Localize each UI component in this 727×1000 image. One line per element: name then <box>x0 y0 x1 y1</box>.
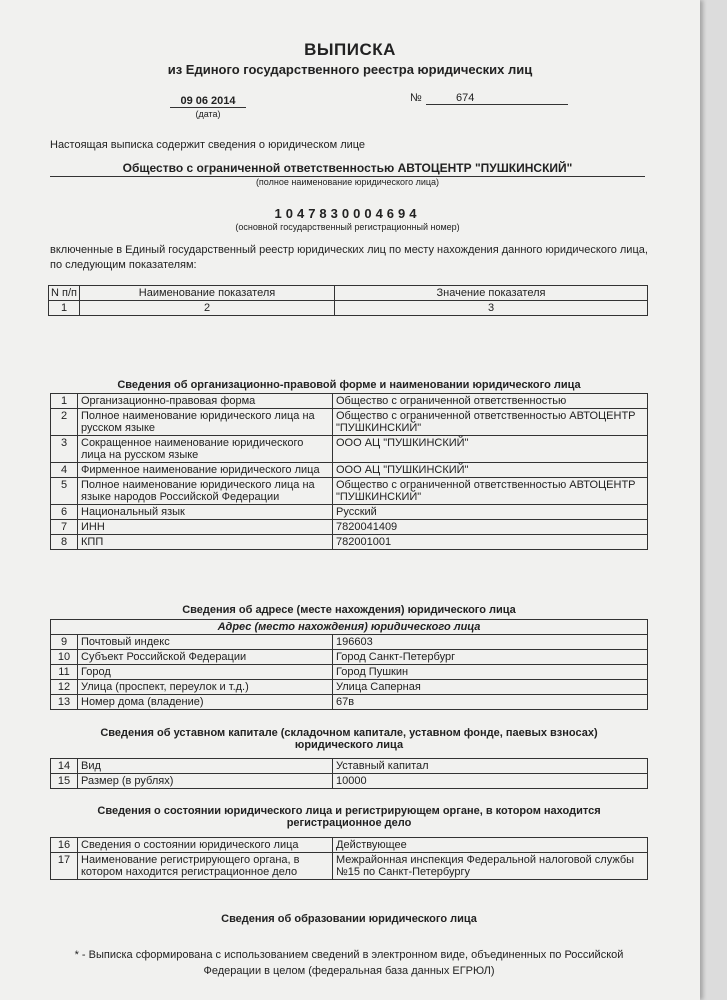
row-value: Русский <box>333 505 648 520</box>
table-row <box>51 463 648 478</box>
table-row <box>51 680 648 695</box>
extract-number: 674 <box>456 92 475 104</box>
col-number-2: 2 <box>80 301 335 316</box>
row-value: Улица Саперная <box>333 680 648 695</box>
row-number: 7 <box>51 520 78 535</box>
row-value: 67в <box>333 695 648 710</box>
ogrn-number: 1047830004694 <box>274 206 421 221</box>
ogrn-caption: (основной государственный регистрационный номер) <box>235 222 460 232</box>
row-number: 13 <box>51 695 78 710</box>
index-table <box>48 285 648 316</box>
row-name: Улица (проспект, переулок и т.д.) <box>78 680 333 695</box>
footnote-line1: * - Выписка сформирована с использованием сведений в электронном виде, объединенных по Российской <box>74 949 624 961</box>
table-row <box>51 394 648 409</box>
org-name-caption: (полное наименование юридического лица) <box>255 177 440 187</box>
header-name: Наименование показателя <box>80 286 335 301</box>
row-name: КПП <box>78 535 333 550</box>
intro-text: Настоящая выписка содержит сведения о юридическом лице <box>50 139 366 151</box>
number-label: № <box>410 92 422 104</box>
address-table <box>50 619 648 710</box>
section-title-capital-line2: юридического лица <box>294 739 404 751</box>
table-row <box>51 695 648 710</box>
section-title-status-line2: регистрационное дело <box>286 817 412 829</box>
row-name: Вид <box>78 759 333 774</box>
address-subheader: Адрес (место нахождения) юридического лица <box>51 620 648 635</box>
status-table <box>50 837 648 880</box>
date-caption: (дата) <box>195 109 221 119</box>
section-title-capital <box>50 727 648 751</box>
row-name: Город <box>78 665 333 680</box>
row-name: Номер дома (владение) <box>78 695 333 710</box>
org-full-name: Общество с ограниченной ответственностью АВТОЦЕНТР "ПУШКИНСКИЙ" <box>50 161 645 177</box>
row-value: Общество с ограниченной ответственностью АВТОЦЕНТР "ПУШКИНСКИЙ" <box>333 478 648 505</box>
row-number: 14 <box>51 759 78 774</box>
row-value: 782001001 <box>333 535 648 550</box>
row-value: 10000 <box>333 774 648 789</box>
row-value: 7820041409 <box>333 520 648 535</box>
row-name: Национальный язык <box>78 505 333 520</box>
document-subtitle: из Единого государственного реестра юридических лиц <box>167 62 533 77</box>
index-number-row <box>49 301 648 316</box>
row-value: Уставный капитал <box>333 759 648 774</box>
table-row <box>51 520 648 535</box>
row-number: 17 <box>51 853 78 880</box>
section-title-status-line1: Сведения о состоянии юридического лица и регистрирующем органе, в котором находится <box>97 805 601 817</box>
row-number: 11 <box>51 665 78 680</box>
row-number: 12 <box>51 680 78 695</box>
row-name: Сокращенное наименование юридического лица на русском языке <box>78 436 333 463</box>
row-name: Полное наименование юридического лица на языке народов Российской Федерации <box>78 478 333 505</box>
row-number: 9 <box>51 635 78 650</box>
col-number-3: 3 <box>335 301 648 316</box>
intro-text-2: включенные в Единый государственный реестр юридических лиц по месту нахождения данного юридического лица, по следующим показателям: <box>50 244 648 271</box>
row-name: Сведения о состоянии юридического лица <box>78 838 333 853</box>
row-value: ООО АЦ "ПУШКИНСКИЙ" <box>333 436 648 463</box>
section-title-address: Сведения об адресе (месте нахождения) юридического лица <box>182 604 516 616</box>
capital-table <box>50 758 648 789</box>
table-row <box>51 436 648 463</box>
table-row <box>51 838 648 853</box>
section-title-status <box>50 805 648 829</box>
table-row <box>51 409 648 436</box>
row-value: Межрайонная инспекция Федеральной налоговой службы №15 по Санкт-Петербургу <box>333 853 648 880</box>
col-number-1: 1 <box>49 301 80 316</box>
section-title-formation: Сведения об образовании юридического лица <box>221 913 477 925</box>
row-name: Организационно-правовая форма <box>78 394 333 409</box>
row-value: Общество с ограниченной ответственностью АВТОЦЕНТР "ПУШКИНСКИЙ" <box>333 409 648 436</box>
document-title: ВЫПИСКА <box>304 40 396 59</box>
row-value: Общество с ограниченной ответственностью <box>333 394 648 409</box>
row-number: 1 <box>51 394 78 409</box>
row-value: Город Пушкин <box>333 665 648 680</box>
row-number: 4 <box>51 463 78 478</box>
legal-form-table <box>50 393 648 550</box>
table-row <box>51 535 648 550</box>
row-value: ООО АЦ "ПУШКИНСКИЙ" <box>333 463 648 478</box>
table-row <box>51 665 648 680</box>
row-name: Субъект Российской Федерации <box>78 650 333 665</box>
header-n: N п/п <box>49 286 80 301</box>
table-row <box>51 505 648 520</box>
table-row <box>51 635 648 650</box>
table-row <box>51 853 648 880</box>
row-name: Почтовый индекс <box>78 635 333 650</box>
row-number: 16 <box>51 838 78 853</box>
index-header-row <box>49 286 648 301</box>
row-name: Наименование регистрирующего органа, в котором находится регистрационное дело <box>78 853 333 880</box>
row-number: 6 <box>51 505 78 520</box>
row-value: Действующее <box>333 838 648 853</box>
row-name: Фирменное наименование юридического лица <box>78 463 333 478</box>
section-title-capital-line1: Сведения об уставном капитале (складочном капитале, уставном фонде, паевых взносах) <box>100 727 598 739</box>
row-value: Город Санкт-Петербург <box>333 650 648 665</box>
row-name: Размер (в рублях) <box>78 774 333 789</box>
table-row <box>51 774 648 789</box>
row-number: 3 <box>51 436 78 463</box>
row-name: ИНН <box>78 520 333 535</box>
extract-number-field <box>426 92 568 105</box>
row-number: 5 <box>51 478 78 505</box>
footnote-line2: Федерации в целом (федеральная база данных ЕГРЮЛ) <box>203 965 495 977</box>
row-number: 15 <box>51 774 78 789</box>
section-title-legal-form: Сведения об организационно-правовой форме и наименовании юридического лица <box>117 379 581 391</box>
row-name: Полное наименование юридического лица на русском языке <box>78 409 333 436</box>
row-value: 196603 <box>333 635 648 650</box>
table-row <box>51 759 648 774</box>
row-number: 10 <box>51 650 78 665</box>
footnote <box>50 947 648 979</box>
table-row <box>51 478 648 505</box>
table-row <box>51 650 648 665</box>
row-number: 8 <box>51 535 78 550</box>
extract-date: 09 06 2014 <box>170 95 246 108</box>
address-subheader-row <box>51 620 648 635</box>
header-value: Значение показателя <box>335 286 648 301</box>
row-number: 2 <box>51 409 78 436</box>
